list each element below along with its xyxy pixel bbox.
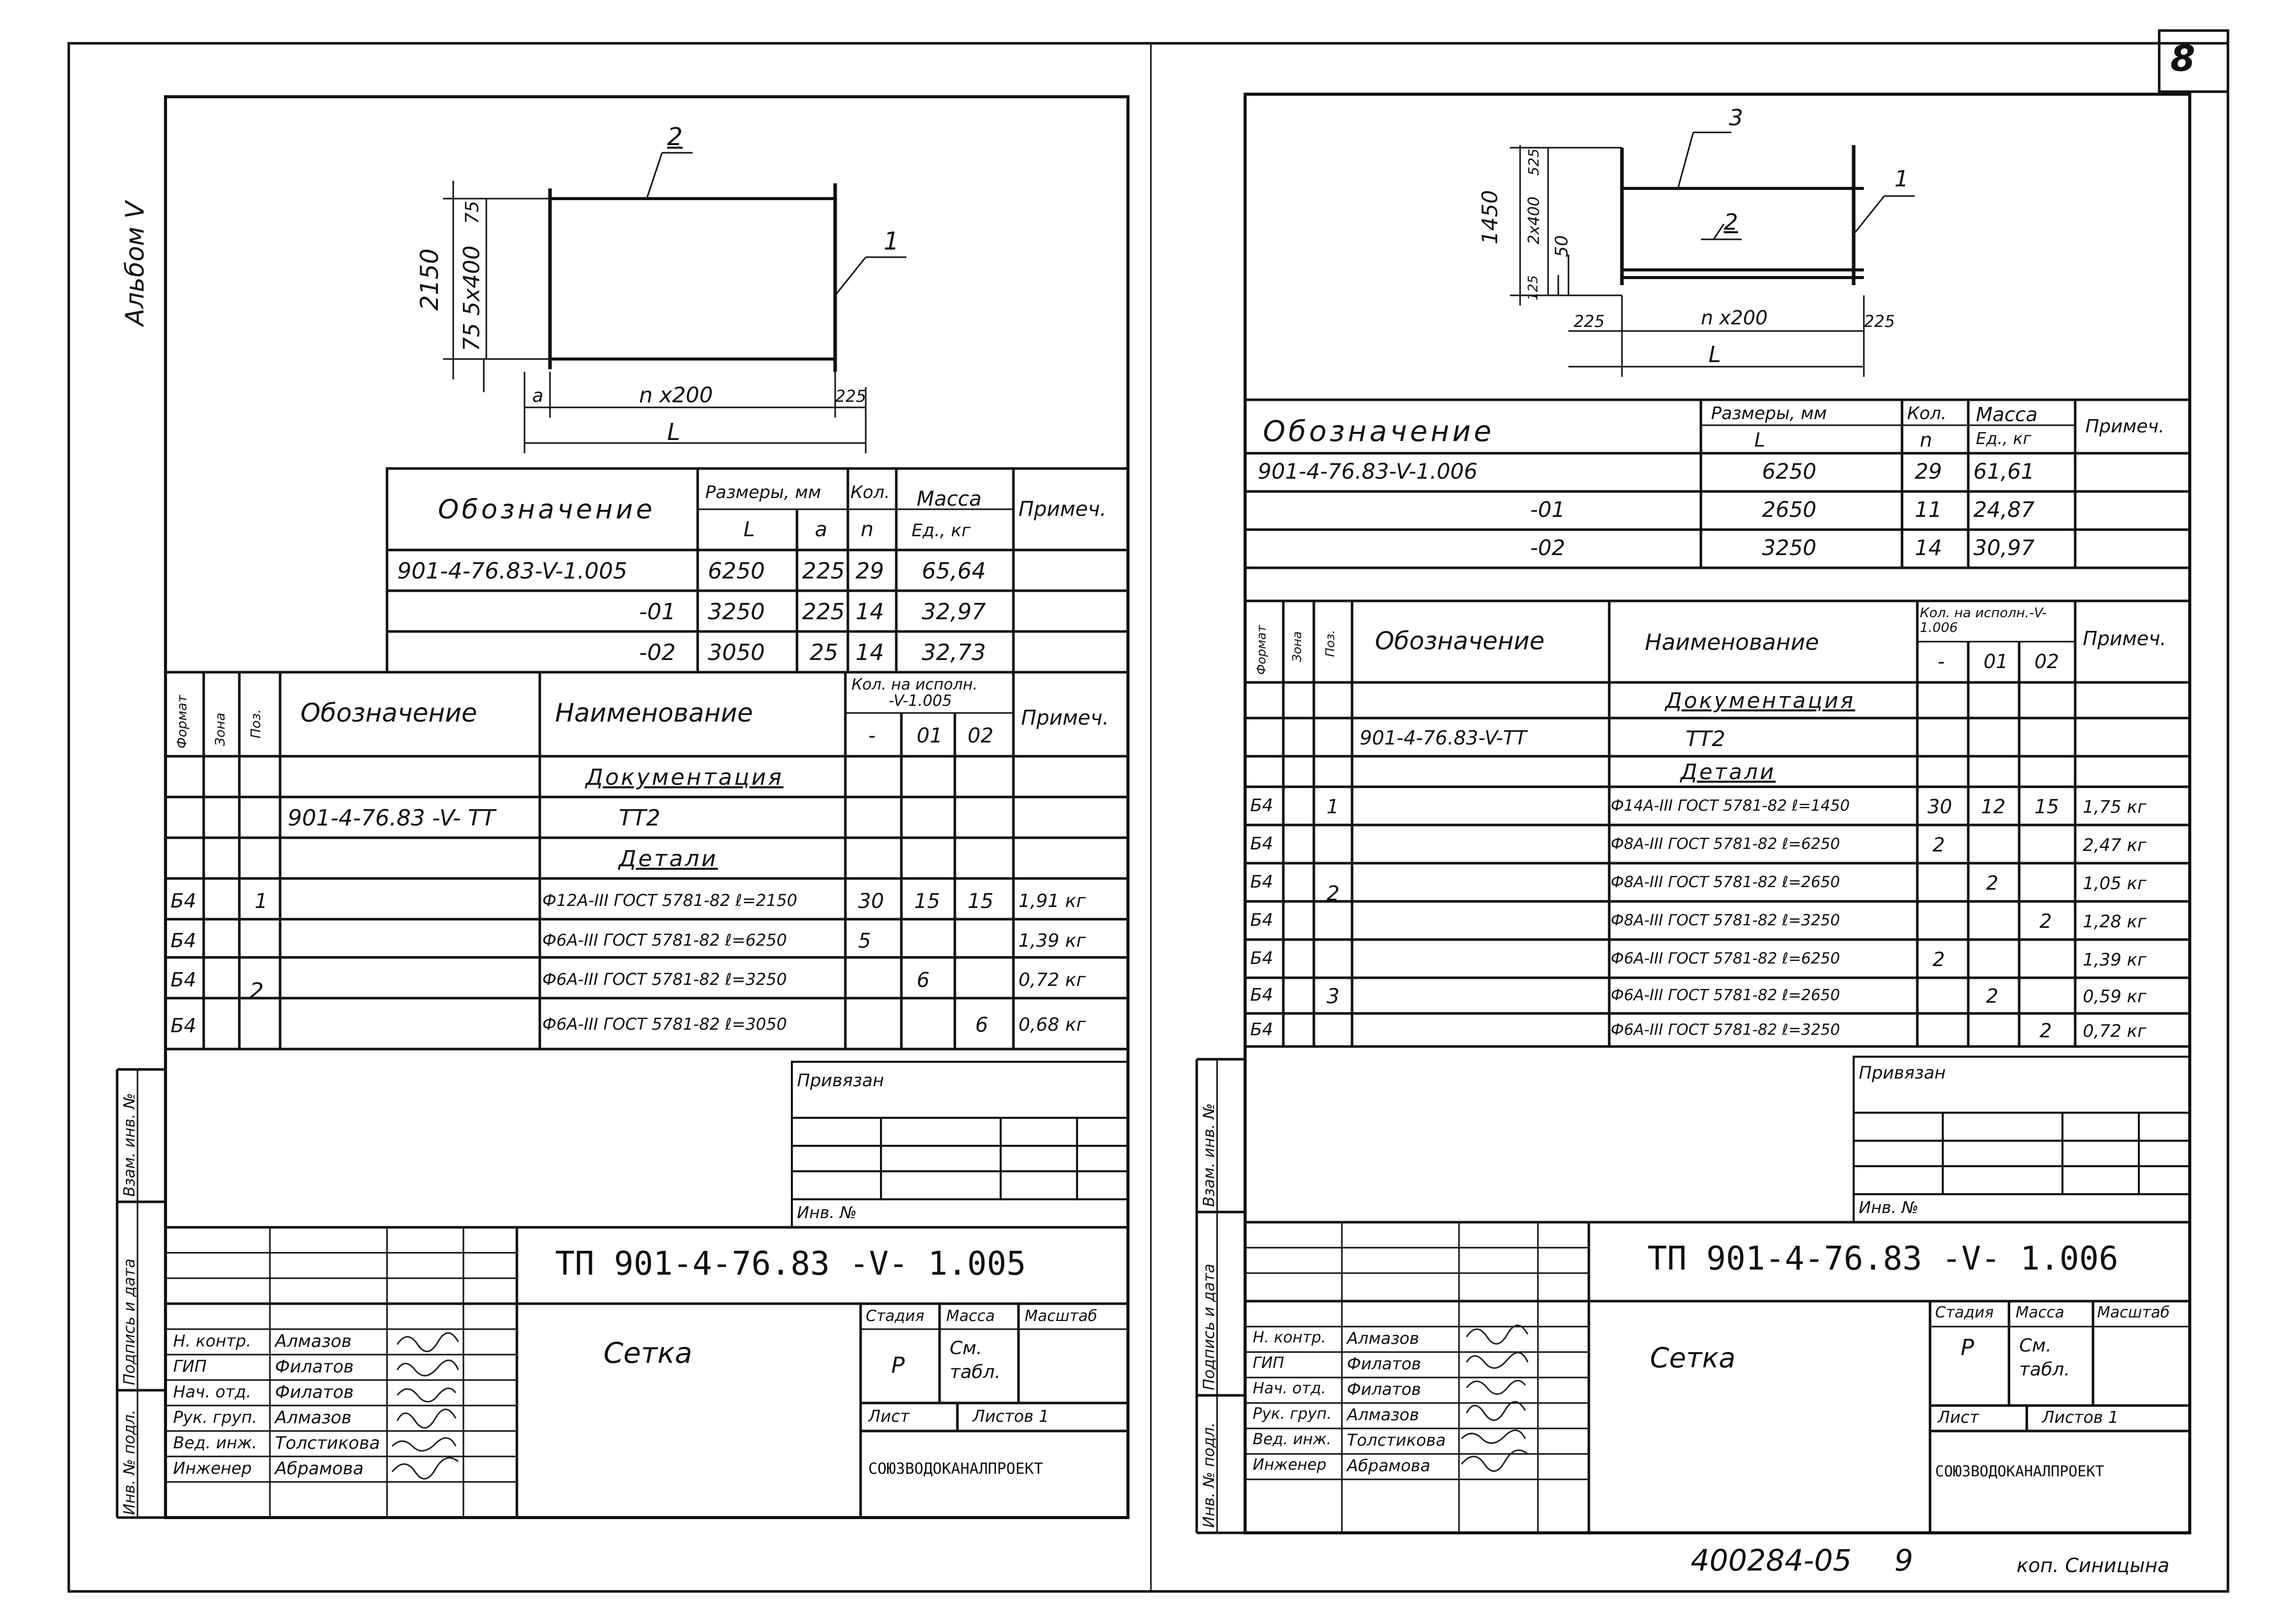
left-dim-top: 75 [462,201,483,224]
right-tt-r0-n: 29 [1915,459,1942,484]
right-p5-role: Инженер [1253,1456,1327,1474]
right-tt-h-ed: Ед., кг [1976,429,2031,448]
right-title-org: СОЮЗВОДОКАНАЛПРОЕКТ [1935,1463,2104,1480]
left-tt-r2-a: 25 [810,640,838,666]
left-tt-h-ed: Ед., кг [912,520,971,541]
right-sp-doc-oboz: 901-4-76.83-V-ТТ [1360,727,1527,749]
left-sp-r0-k2: 15 [968,890,994,913]
right-dim-top: 525 [1525,148,1542,176]
right-sp-r6-prim: 0,72 кг [2083,1021,2146,1041]
right-dim-spacing: 2x400 [1525,196,1543,244]
album-label: Альбом V [120,201,150,326]
right-side-podp: Подпись и дата [1200,1263,1218,1390]
right-tt-r0-L: 6250 [1762,459,1816,484]
right-tt-r2-n: 14 [1915,535,1942,560]
right-tt-h-L: L [1754,429,1766,451]
right-dim-n: n x200 [1701,307,1768,329]
sheet-number: 8 [2170,38,2195,79]
right-tt-h-sizes: Размеры, мм [1711,403,1827,424]
right-sp-h-zona: Зона [1290,631,1304,662]
right-tt-r1-m: 24,87 [1973,497,2035,522]
left-pos-top: 2 [667,123,683,151]
left-sp-h-poz: Поз. [249,709,264,738]
left-p1-role: ГИП [173,1357,207,1376]
right-sp-r4-k0: 2 [1933,948,1945,971]
right-sp-h-kol: Кол. на исполн.-V-1.006 [1920,605,2047,636]
right-sp-doc-naim: ТТ2 [1686,726,1726,751]
right-dim-height: 1450 [1477,190,1502,244]
left-privyazan: Привязан [797,1070,884,1091]
left-sp-r1-k0: 5 [858,929,871,953]
left-tt-h-kol: Кол. [850,482,890,503]
right-sp-r5-f: Б4 [1250,985,1273,1005]
right-sp-r3-k2: 2 [2040,910,2052,932]
left-sp-r0-prim: 1,91 кг [1018,891,1086,912]
right-tt-r2-m: 30,97 [1973,535,2035,560]
left-title-massa: Масса [946,1307,995,1325]
right-sp-r0-k2: 15 [2034,795,2059,818]
left-sp-r3-prim: 0,68 кг [1018,1014,1086,1035]
right-sp-r5-k1: 2 [1986,985,1999,1007]
right-sp-r0-poz: 1 [1327,795,1339,818]
right-sp-r0-prim: 1,75 кг [2083,797,2146,817]
right-sp-c-01: 01 [1984,650,2008,673]
left-sp-r2-prim: 0,72 кг [1018,970,1086,990]
left-p3-name: Алмазов [275,1408,352,1428]
left-dim-height: 2150 [416,248,444,311]
right-sp-r5-poz: 3 [1327,985,1340,1008]
left-sp-r0-naim: Ф12А-III ГОСТ 5781-82 ℓ=2150 [542,891,797,910]
right-tt-r2-L: 3250 [1762,535,1816,560]
left-sp-r1-f: Б4 [171,929,197,952]
right-sp-r0-k0: 30 [1927,795,1952,818]
footer-code: 400284-05 [1691,1543,1852,1578]
left-sp-h-naim: Наименование [555,698,753,728]
right-sp-sec-doc: Документация [1665,688,1856,713]
right-privyazan: Привязан [1859,1063,1946,1083]
left-sp-r1-naim: Ф6А-III ГОСТ 5781-82 ℓ=6250 [542,930,787,950]
right-p5-name: Абрамова [1347,1456,1430,1475]
left-p3-role: Рук. груп. [173,1408,258,1427]
right-sp-r6-naim: Ф6А-III ГОСТ 5781-82 ℓ=3250 [1611,1021,1840,1039]
right-dim-bot: 125 [1526,275,1541,300]
right-title-code: ТП 901-4-76.83 -V- 1.006 [1647,1240,2118,1278]
left-sp-r3-k2: 6 [975,1013,988,1037]
right-dim-right: 225 [1864,312,1895,331]
left-sp-h-format: Формат [175,695,190,749]
left-side-inv: Инв. № подл. [121,1410,139,1515]
right-sp-r6-k2: 2 [2040,1020,2052,1042]
right-tt-r2-oboz: -02 [1530,535,1565,560]
left-dim-spacing: 75 5x400 [459,245,485,351]
right-pos-right: 1 [1894,166,1909,192]
left-tt-r0-L: 6250 [708,558,765,584]
left-sp-h-prim: Примеч. [1021,706,1109,730]
right-dim-50: 50 [1552,235,1572,257]
left-sp-sec-det: Детали [619,846,718,872]
right-title-massa: Масса [2016,1304,2064,1322]
right-sp-r3-prim: 1,28 кг [2083,912,2146,932]
right-sp-r2-k1: 2 [1986,872,1999,894]
left-tt-r2-n: 14 [856,640,884,666]
left-tt-r0-a: 225 [802,558,845,584]
left-tt-r1-oboz: -01 [639,599,676,625]
right-tt-r1-oboz: -01 [1530,497,1565,522]
right-tt-r0-m: 61,61 [1973,459,2035,484]
left-tt-h-a: a [815,518,828,541]
left-title-listov: Листов 1 [973,1407,1050,1426]
right-title-masshtab: Масштаб [2097,1304,2170,1322]
left-sp-r2-k1: 6 [917,969,930,992]
right-sp-r0-k1: 12 [1981,795,2006,818]
left-tt-r1-m: 32,97 [922,599,986,625]
left-p0-name: Алмазов [275,1331,352,1352]
left-dim-n: n x200 [639,382,713,407]
right-dim-left: 225 [1574,312,1605,331]
left-sp-h-oboz: Обозначение [300,698,477,728]
left-tt-r2-m: 32,73 [922,640,986,666]
left-p4-name: Толстикова [275,1433,380,1453]
left-sp-r1-prim: 1,39 кг [1018,930,1086,951]
left-sp-c-01: 01 [917,724,943,748]
left-tt-r0-m: 65,64 [922,558,986,584]
left-sp-r3-f: Б4 [171,1014,197,1037]
right-sp-h-poz: Поз. [1323,629,1337,657]
left-tt-r0-n: 29 [856,558,884,584]
left-side-podp: Подпись и дата [121,1258,139,1385]
right-sp-c-02: 02 [2034,650,2059,673]
left-dim-right: 225 [835,387,867,406]
left-title-masshtab: Масштаб [1025,1307,1097,1325]
right-title-list: Лист [1938,1408,1979,1427]
left-title-stadiya-val: Р [891,1353,905,1379]
left-sp-r2-f: Б4 [171,969,197,991]
right-side-vzam: Взам. инв. № [1200,1103,1218,1207]
footer-copier: коп. Синицына [2017,1554,2169,1577]
right-side-inv: Инв. № подл. [1200,1422,1218,1528]
right-p2-name: Филатов [1347,1380,1421,1399]
right-p3-name: Алмазов [1347,1405,1419,1424]
right-sp-h-naim: Наименование [1645,629,1819,655]
left-tt-r0-oboz: 901-4-76.83-V-1.005 [397,558,627,584]
right-p4-name: Толстикова [1347,1430,1446,1450]
right-sp-r1-k0: 2 [1933,834,1945,856]
footer-page: 9 [1894,1543,1913,1578]
left-p1-name: Филатов [275,1357,354,1377]
left-sp-c-02: 02 [968,724,994,748]
left-tt-h-L: L [743,518,755,541]
left-sp-c-dash: - [868,724,876,748]
left-p2-role: Нач. отд. [173,1382,252,1401]
left-sp-r2-naim: Ф6А-III ГОСТ 5781-82 ℓ=3250 [542,970,787,989]
right-tt-h-kol: Кол. [1907,403,1947,424]
left-p0-role: Н. контр. [173,1331,252,1351]
left-sp-h-zona: Зона [213,712,228,746]
left-tt-h-n: n [861,518,874,541]
left-inv-no: Инв. № [797,1203,857,1222]
right-title-name: Сетка [1650,1342,1736,1374]
right-sp-r4-f: Б4 [1250,948,1273,969]
right-sp-r2-poz: 2 [1327,882,1340,905]
right-sp-r1-f: Б4 [1250,834,1273,854]
right-sp-r5-prim: 0,59 кг [2083,986,2146,1007]
left-sp-doc-oboz: 901-4-76.83 -V- ТТ [288,805,495,831]
left-title-name: Сетка [603,1337,693,1370]
right-p3-role: Рук. груп. [1253,1405,1332,1423]
left-sp-r0-poz: 1 [255,890,268,913]
right-pos-mid: 2 [1724,209,1738,235]
right-tt-r0-oboz: 901-4-76.83-V-1.006 [1258,459,1478,484]
left-tt-h-oboz: Обозначение [438,494,655,525]
right-sp-r5-naim: Ф6А-III ГОСТ 5781-82 ℓ=2650 [1611,986,1840,1004]
right-tt-h-prim: Примеч. [2085,416,2165,437]
right-p4-role: Вед. инж. [1253,1430,1332,1448]
left-sp-sec-doc: Документация [586,764,784,790]
left-title-code: ТП 901-4-76.83 -V- 1.005 [555,1245,1026,1283]
right-dim-L: L [1709,342,1721,368]
right-sp-c-dash: - [1938,650,1945,673]
left-p5-role: Инженер [173,1458,252,1478]
right-title-listov: Листов 1 [2042,1408,2119,1427]
left-sp-r0-k1: 15 [914,890,940,913]
left-tt-r2-oboz: -02 [639,640,676,666]
right-sp-r3-naim: Ф8А-III ГОСТ 5781-82 ℓ=3250 [1611,912,1840,929]
right-p1-role: ГИП [1253,1354,1284,1372]
left-sp-r0-f: Б4 [171,890,197,912]
right-sp-r4-naim: Ф6А-III ГОСТ 5781-82 ℓ=6250 [1611,950,1840,968]
left-tt-h-mass: Масса [917,487,982,511]
left-p2-name: Филатов [275,1382,354,1402]
left-pos-right: 1 [884,227,899,256]
right-sp-r0-naim: Ф14А-III ГОСТ 5781-82 ℓ=1450 [1611,797,1850,815]
right-title-stadiya-val: Р [1961,1335,1974,1361]
right-sp-h-oboz: Обозначение [1375,627,1545,655]
left-tt-r1-a: 225 [802,599,845,625]
right-inv-no: Инв. № [1859,1198,1919,1217]
right-sp-r2-f: Б4 [1250,872,1273,892]
left-sp-r2-poz: 2 [250,978,264,1004]
left-dim-a: a [532,386,544,406]
right-sp-r6-f: Б4 [1250,1020,1273,1040]
right-sp-r4-prim: 1,39 кг [2083,950,2146,970]
left-tt-r1-L: 3250 [708,599,765,625]
right-p2-role: Нач. отд. [1253,1380,1326,1397]
right-tt-r1-L: 2650 [1762,497,1816,522]
left-sp-doc-naim: ТТ2 [619,805,660,831]
right-sp-r2-prim: 1,05 кг [2083,873,2146,894]
right-tt-h-oboz: Обозначение [1263,415,1495,448]
left-sp-r0-k0: 30 [858,890,884,913]
left-title-list: Лист [868,1407,910,1426]
left-tt-r1-n: 14 [856,599,884,625]
right-tt-r1-n: 11 [1915,497,1942,522]
right-sp-r3-f: Б4 [1250,910,1273,930]
right-sp-r1-naim: Ф8А-III ГОСТ 5781-82 ℓ=6250 [1611,835,1840,853]
left-tt-r2-L: 3050 [708,640,765,666]
right-sp-r1-prim: 2,47 кг [2083,835,2146,856]
left-sp-h-kol: Кол. на исполн. [851,676,978,694]
left-title-massa-val: См. табл. [950,1338,1001,1383]
left-dim-L: L [667,418,680,446]
right-sp-sec-det: Детали [1681,759,1776,784]
right-p0-name: Алмазов [1347,1329,1419,1348]
left-sp-h-kol-sub: -V-1.005 [889,692,952,710]
right-sp-r2-naim: Ф8А-III ГОСТ 5781-82 ℓ=2650 [1611,873,1840,891]
right-sp-h-prim: Примеч. [2083,627,2166,650]
right-p1-name: Филатов [1347,1354,1421,1373]
right-sp-r0-f: Б4 [1250,795,1273,816]
left-p4-role: Вед. инж. [173,1433,257,1452]
left-side-vzam: Взам. инв. № [121,1093,139,1197]
right-pos-top: 3 [1729,105,1743,131]
right-title-massa-val: См. табл. [2019,1335,2070,1380]
right-title-stadiya: Стадия [1935,1304,1994,1322]
right-tt-h-n: n [1920,429,1933,451]
left-tt-h-prim: Примеч. [1018,498,1107,521]
right-sp-h-format: Формат [1254,625,1269,675]
left-sp-r3-naim: Ф6А-III ГОСТ 5781-82 ℓ=3050 [542,1014,787,1034]
left-tt-h-sizes: Размеры, мм [705,482,821,503]
left-p5-name: Абрамова [275,1458,364,1479]
left-title-org: СОЮЗВОДОКАНАЛПРОЕКТ [868,1460,1043,1478]
right-p0-role: Н. контр. [1253,1329,1326,1346]
left-title-stadiya: Стадия [866,1307,925,1325]
right-tt-h-mass: Масса [1976,403,2038,426]
